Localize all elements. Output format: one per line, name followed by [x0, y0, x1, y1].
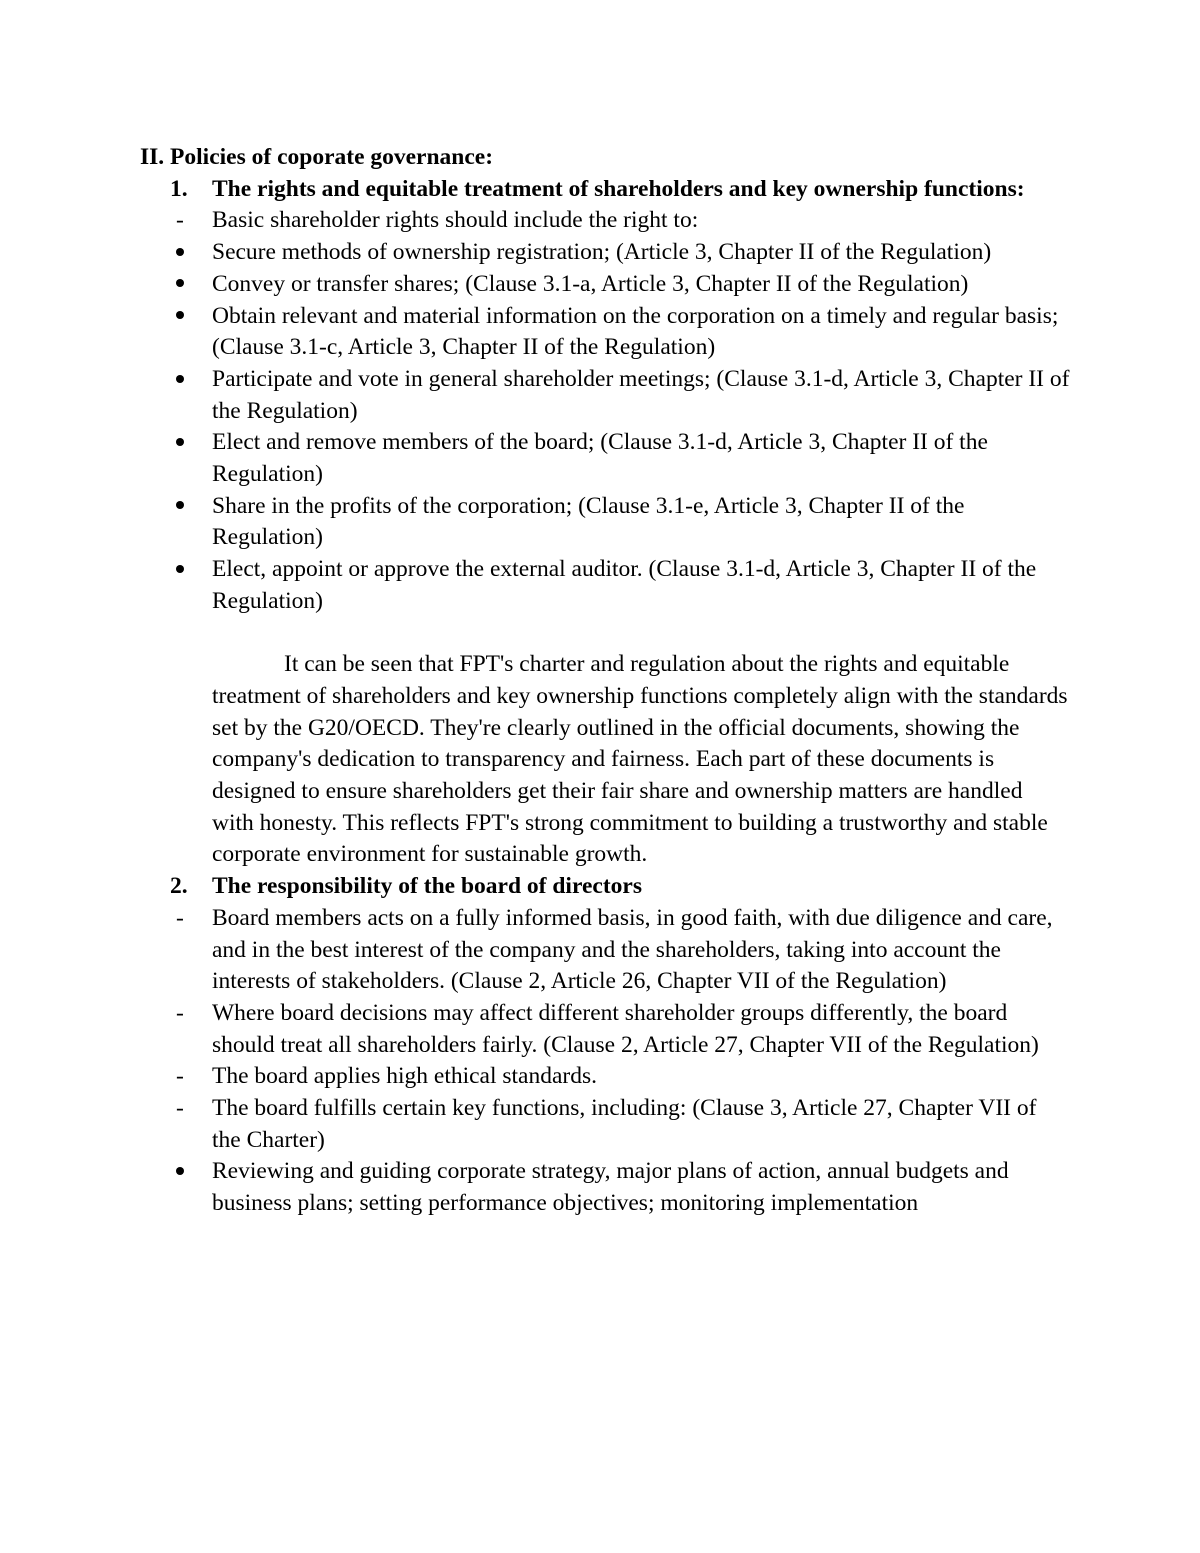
list-item [140, 998, 1070, 1061]
bullet-icon [176, 301, 212, 333]
list-item-text: Elect and remove members of the board; (Clause 3.1-d, Article 3, Chapter II of the Regulation) [212, 429, 988, 488]
section-title: II. Policies of coporate governance: [140, 144, 494, 170]
list-item [140, 903, 1070, 998]
section-1-heading [140, 174, 1070, 206]
document-body [140, 142, 1070, 1220]
section-2-title: The responsibility of the board of directors [212, 873, 642, 900]
bullet-icon [176, 1156, 212, 1188]
list-item [140, 491, 1070, 554]
bullet-icon [176, 554, 212, 586]
dash-marker: - [176, 999, 184, 1026]
list-item-text: Participate and vote in general shareholder meetings; (Clause 3.1-d, Article 3, Chapter II of the Regulation) [212, 365, 1070, 424]
section-2-heading [140, 871, 1070, 903]
dash-marker: - [176, 904, 184, 931]
list-item [140, 554, 1070, 617]
list-item [140, 269, 1070, 301]
list-item [140, 364, 1070, 427]
list-item-text: Reviewing and guiding corporate strategy, major plans of action, annual budgets and business plans; setting performance objectives; monitoring implementation [212, 1158, 1009, 1217]
list-item [140, 1156, 1070, 1219]
section-1-number: 1. [170, 175, 188, 202]
list-item [140, 301, 1070, 364]
list-item-text: The board applies high ethical standards. [212, 1063, 598, 1090]
list-item-text: Share in the profits of the corporation; (Clause 3.1-e, Article 3, Chapter II of the Regulation) [212, 492, 965, 551]
section-1-title: The rights and equitable treatment of shareholders and key ownership functions: [212, 175, 1025, 202]
blank-line [140, 618, 1070, 650]
list-item [140, 205, 1070, 237]
section-2-number: 2. [170, 873, 188, 900]
bullet-icon [176, 491, 212, 523]
summary-paragraph: It can be seen that FPT's charter and regulation about the rights and equitable treatment of shareholders and key ownership functions completely align with the standards set by the G20/OECD. They're clearly outlined in the official documents, showing the company's dedication to transparency and fairness. Each part of these documents is designed to ensure shareholders get their fair share and ownership matters are handled with honesty. This reflects FPT's strong commitment to building a trustworthy and stable corporate environment for sustainable growth. [212, 651, 1068, 868]
list-item [140, 1061, 1070, 1093]
bullet-icon [176, 269, 212, 301]
list-item-text: Convey or transfer shares; (Clause 3.1-a, Article 3, Chapter II of the Regulation) [212, 270, 969, 297]
list-item-text: Obtain relevant and material information on the corporation on a timely and regular basis; (Clause 3.1-c, Article 3, Chapter II of the Regulation) [212, 302, 1059, 361]
list-item-text: Elect, appoint or approve the external auditor. (Clause 3.1-d, Article 3, Chapter II of the Regulation) [212, 556, 1037, 614]
list-item [140, 427, 1070, 490]
list-item [140, 237, 1070, 269]
list-item-text: Basic shareholder rights should include the right to: [212, 207, 699, 234]
dash-marker: - [176, 1095, 184, 1122]
dash-marker: - [176, 1063, 184, 1090]
bullet-icon [176, 364, 212, 396]
list-item-text: The board fulfills certain key functions, including: (Clause 3, Article 27, Chapter VII of the Charter) [212, 1095, 1037, 1153]
list-item [140, 1093, 1070, 1156]
list-item-text: Board members acts on a fully informed basis, in good faith, with due diligence and care, and in the best interest of the company and the shareholders, taking into account the interests of stakeholders. (Clause 2, Article 26, Chapter VII of the Regulation) [212, 904, 1053, 995]
list-item-text: Secure methods of ownership registration; (Article 3, Chapter II of the Regulation) [212, 239, 992, 266]
dash-marker: - [176, 207, 184, 234]
bullet-icon [176, 427, 212, 459]
list-item-text: Where board decisions may affect different shareholder groups differently, the board should treat all shareholders fairly. (Clause 2, Article 27, Chapter VII of the Regulation) [212, 999, 1039, 1058]
bullet-icon [176, 237, 212, 269]
